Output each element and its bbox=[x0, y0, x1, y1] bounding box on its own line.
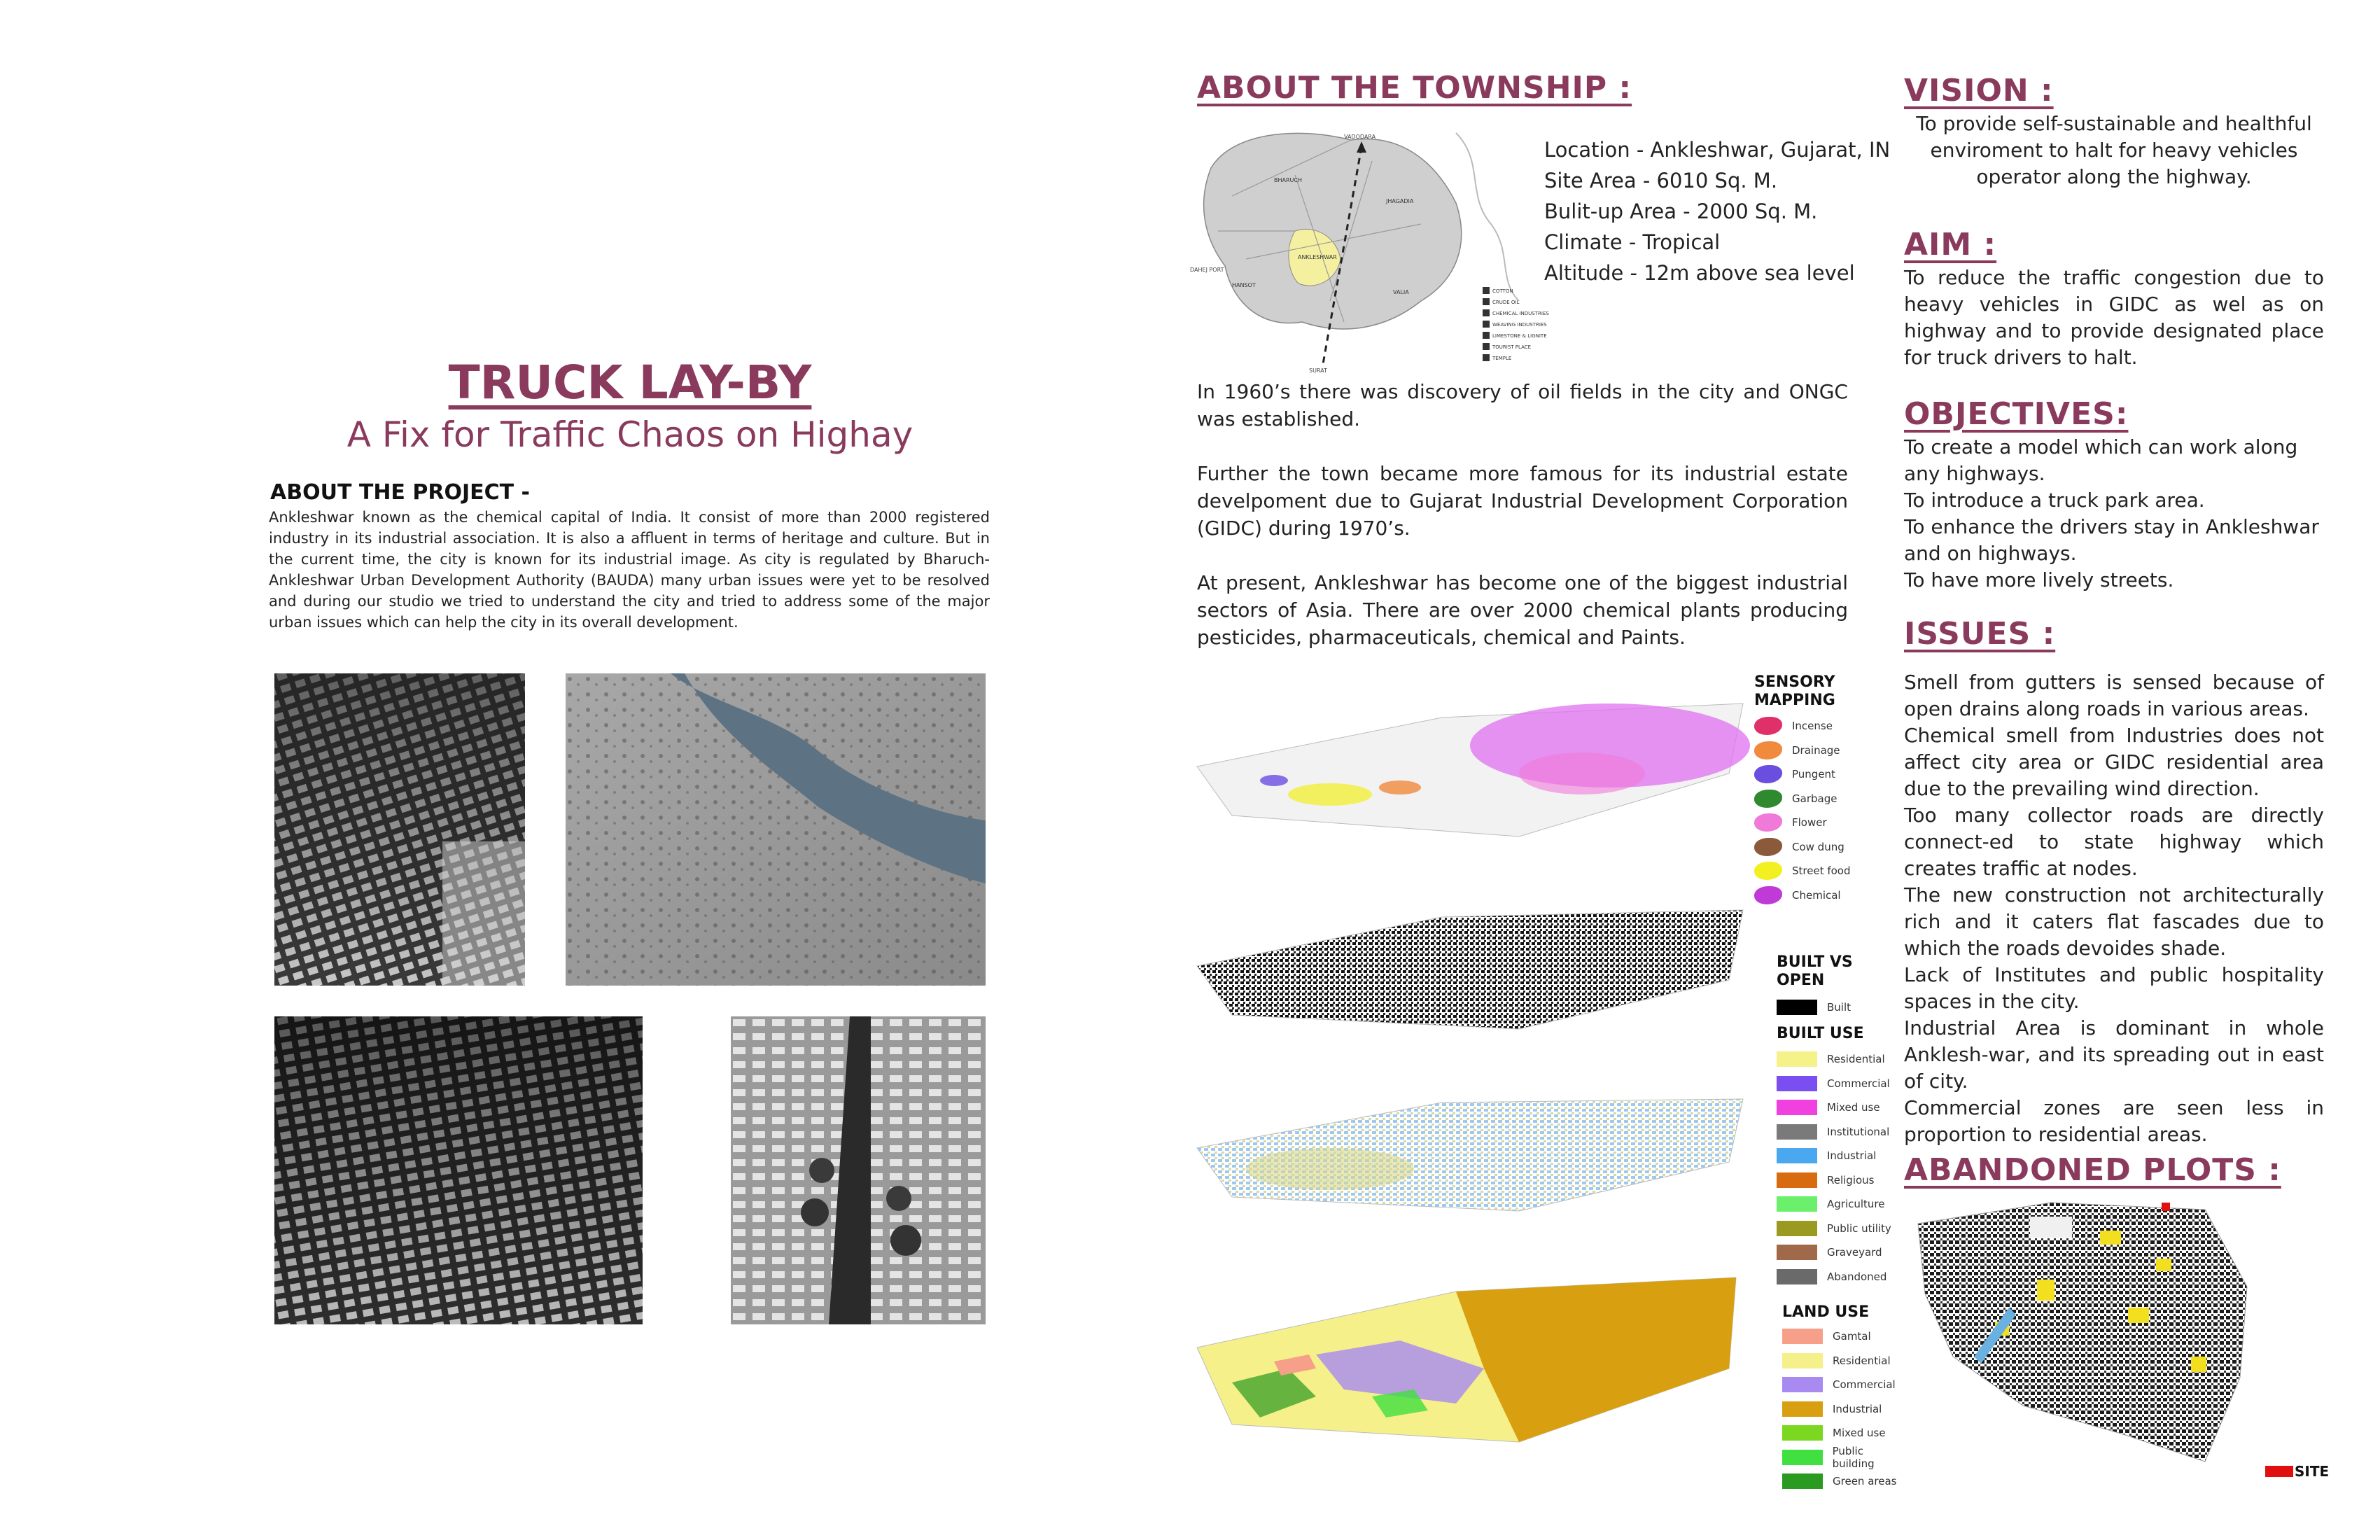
built-vs-open-layer bbox=[1190, 903, 1750, 1029]
issues-list bbox=[1904, 669, 2324, 1148]
history-paragraph-3: At present, Ankleshwar has become one of the biggest industrial sectors of Asia. There are over 2000 chemical plants producing pesticides, pharmaceuticals, chemical and Paints. bbox=[1197, 571, 1848, 649]
issue-item: The new construction not architecturally rich and it caters flat fascades due to which the roads devoides shade. bbox=[1904, 883, 2324, 960]
map-legend-6: TOURIST PLACE bbox=[1492, 344, 1532, 350]
abandoned-plots-heading: ABANDONED PLOTS : bbox=[1904, 1152, 2281, 1188]
legend-item: Industrial bbox=[1777, 1144, 1903, 1168]
issue-item: Commercial zones are seen less in proportion to residential areas. bbox=[1904, 1096, 2324, 1146]
map-legend-7: TEMPLE bbox=[1492, 356, 1512, 361]
legend-item: Street food bbox=[1754, 859, 1873, 883]
objective-item: To introduce a truck park area. bbox=[1904, 489, 2205, 512]
objective-item: To enhance the drivers stay in Ankleshwar and on highways. bbox=[1904, 515, 2319, 565]
issues-heading: ISSUES : bbox=[1904, 616, 2056, 652]
abandoned-plots-map bbox=[1911, 1203, 2261, 1469]
vision-heading: VISION : bbox=[1904, 73, 2054, 108]
legend-swatch bbox=[1777, 1245, 1817, 1260]
map-legend-3: CHEMICAL INDUSTRIES bbox=[1492, 311, 1549, 316]
map-legend-5: LIMESTONE & LIGNITE bbox=[1492, 333, 1547, 339]
issue-item: Lack of Institutes and public hospitality spaces in the city. bbox=[1904, 963, 2324, 1013]
aim-text: To reduce the traffic congestion due to heavy vehicles in GIDC as wel as on highway and to provide designated place for truck drivers to halt. bbox=[1904, 266, 2324, 369]
map-label-place4: VALIA bbox=[1393, 289, 1409, 295]
legend-swatch bbox=[1754, 838, 1782, 856]
land-use-layer bbox=[1190, 1278, 1750, 1446]
legend-item: Green areas bbox=[1782, 1469, 1908, 1494]
legend-swatch bbox=[1777, 1269, 1817, 1284]
legend-swatch bbox=[1777, 1172, 1817, 1188]
history-paragraph-1: In 1960’s there was discovery of oil fields in the city and ONGC was established. bbox=[1197, 380, 1848, 430]
model-photo-2 bbox=[566, 673, 986, 986]
map-legend-1: COTTON bbox=[1492, 288, 1513, 294]
legend-item: Industrial bbox=[1782, 1397, 1908, 1422]
map-label-place1: BHARUCH bbox=[1274, 177, 1302, 183]
legend-item: Graveyard bbox=[1777, 1240, 1903, 1265]
built-use-legend-title: BUILT USE bbox=[1777, 1025, 1864, 1042]
built-open-legend bbox=[1777, 953, 1903, 1020]
built-open-legend-title: BUILT VS OPEN bbox=[1777, 953, 1853, 989]
legend-item: Incense bbox=[1754, 714, 1873, 738]
legend-swatch bbox=[1777, 1196, 1817, 1212]
sensory-legend bbox=[1754, 673, 1873, 907]
legend-item: Commercial bbox=[1782, 1373, 1908, 1397]
legend-swatch bbox=[1777, 1051, 1817, 1067]
legend-item: Residential bbox=[1777, 1047, 1903, 1072]
project-subtitle: A Fix for Traffic Chaos on Highay bbox=[346, 414, 913, 455]
legend-swatch bbox=[1782, 1377, 1823, 1392]
site-legend-label: SITE bbox=[2295, 1463, 2330, 1480]
legend-swatch bbox=[1782, 1353, 1823, 1368]
vision-text: To provide self-sustainable and healthful enviroment to halt for heavy vehicles operator along the highway. bbox=[1916, 112, 2312, 188]
township-facts bbox=[1544, 134, 1890, 288]
about-project-heading: ABOUT THE PROJECT - bbox=[270, 480, 530, 505]
project-title: TRUCK LAY-BY bbox=[448, 356, 812, 410]
legend-item: Gamtal bbox=[1782, 1324, 1908, 1349]
sensory-mapping-layer bbox=[1190, 690, 1750, 836]
issue-item: Smell from gutters is sensed because of open drains along roads in various areas. bbox=[1904, 671, 2324, 720]
legend-item: Commercial bbox=[1777, 1072, 1903, 1096]
legend-item: Garbage bbox=[1754, 787, 1873, 811]
map-label-west: DAHEJ PORT bbox=[1190, 267, 1224, 273]
legend-swatch bbox=[1754, 813, 1782, 832]
about-project-text: Ankleshwar known as the chemical capital of India. It consist of more than 2000 registered industry in its industrial association. It is also a affluent in terms of heritage and culture. But in the current time, the city is known for its industrial image. As city is regulated by Bharuch-Ankleshwar Urban Development Authority (BAUDA) many urban issues were yet to be resolved and during our studio we tried to understand the city and tried to address some of the major urban issues which can help the city in its overall development. bbox=[269, 509, 990, 631]
land-use-legend bbox=[1782, 1303, 1908, 1494]
issue-item: Too many collector roads are directly connect-ed to state highway which creates traffic at nodes. bbox=[1904, 804, 2324, 880]
legend-swatch bbox=[1782, 1474, 1823, 1489]
legend-item: Abandoned bbox=[1777, 1265, 1903, 1289]
legend-swatch bbox=[1754, 717, 1782, 735]
history-paragraph-2: Further the town became more famous for its industrial estate develpoment due to Gujarat Industrial Development Corporation (GIDC) during 1970’s. bbox=[1197, 462, 1848, 540]
issue-item: Industrial Area is dominant in whole Anklesh-war, and its spreading out in east of city. bbox=[1904, 1016, 2324, 1093]
site-legend-swatch bbox=[2265, 1466, 2293, 1477]
built-use-legend bbox=[1777, 1025, 1903, 1289]
legend-swatch bbox=[1754, 886, 1782, 904]
fact-climate: Climate - Tropical bbox=[1544, 230, 1721, 254]
map-label-place3: HANSOT bbox=[1232, 282, 1256, 288]
issue-item: Chemical smell from Industries does not affect city area or GIDC residential area due to the prevailing wind direction. bbox=[1904, 724, 2324, 800]
fact-site-area: Site Area - 6010 Sq. M. bbox=[1544, 169, 1778, 192]
map-label-north: VADODARA bbox=[1344, 134, 1376, 140]
built-use-layer bbox=[1190, 1092, 1750, 1211]
legend-swatch bbox=[1782, 1329, 1823, 1344]
legend-swatch bbox=[1777, 1100, 1817, 1115]
objective-item: To create a model which can work along any highways. bbox=[1904, 435, 2298, 485]
objective-item: To have more lively streets. bbox=[1904, 568, 2174, 592]
legend-item: Religious bbox=[1777, 1168, 1903, 1193]
legend-swatch bbox=[1754, 741, 1782, 760]
township-history bbox=[1197, 378, 1848, 678]
legend-swatch bbox=[1754, 765, 1782, 783]
legend-swatch bbox=[1777, 1148, 1817, 1163]
sensory-legend-title: SENSORY MAPPING bbox=[1754, 673, 1835, 709]
legend-item: Residential bbox=[1782, 1349, 1908, 1373]
legend-swatch bbox=[1782, 1425, 1823, 1441]
legend-swatch bbox=[1782, 1450, 1823, 1465]
legend-item: Mixed use bbox=[1782, 1421, 1908, 1446]
region-map bbox=[1190, 119, 1549, 378]
map-legend-4: WEAVING INDUSTRIES bbox=[1492, 322, 1547, 328]
legend-swatch bbox=[1754, 790, 1782, 808]
legend-swatch bbox=[1782, 1401, 1823, 1417]
legend-swatch bbox=[1754, 862, 1782, 880]
map-label-place2: JHAGADIA bbox=[1386, 198, 1414, 204]
legend-item: Institutional bbox=[1777, 1120, 1903, 1144]
legend-item: Agriculture bbox=[1777, 1192, 1903, 1217]
legend-swatch bbox=[1777, 1124, 1817, 1140]
map-label-center: ANKLESHWAR bbox=[1298, 254, 1337, 260]
legend-swatch bbox=[1777, 1000, 1817, 1015]
model-photo-1 bbox=[274, 673, 525, 986]
legend-item: Cow dung bbox=[1754, 835, 1873, 860]
model-photo-4 bbox=[731, 1016, 986, 1324]
objectives-heading: OBJECTIVES: bbox=[1904, 396, 2129, 432]
legend-swatch bbox=[1777, 1221, 1817, 1236]
township-heading: ABOUT THE TOWNSHIP : bbox=[1197, 70, 1632, 106]
legend-item: Built bbox=[1777, 995, 1903, 1020]
model-photo-3 bbox=[274, 1016, 643, 1324]
legend-item: Flower bbox=[1754, 811, 1873, 835]
legend-item: Chemical bbox=[1754, 883, 1873, 908]
aim-heading: AIM : bbox=[1904, 227, 1997, 262]
legend-swatch bbox=[1777, 1076, 1817, 1091]
legend-item: Pungent bbox=[1754, 762, 1873, 787]
land-use-legend-title: LAND USE bbox=[1782, 1303, 1870, 1321]
fact-builtup-area: Bulit-up Area - 2000 Sq. M. bbox=[1544, 200, 1818, 223]
legend-item: Mixed use bbox=[1777, 1096, 1903, 1120]
legend-item: Drainage bbox=[1754, 738, 1873, 763]
fact-altitude: Altitude - 12m above sea level bbox=[1544, 261, 1855, 285]
legend-item: Public utility bbox=[1777, 1217, 1903, 1241]
map-legend-2: CRUDE OIL bbox=[1492, 300, 1520, 305]
map-label-south: SURAT bbox=[1309, 368, 1327, 374]
objectives-list bbox=[1904, 434, 2324, 594]
legend-item: Public building bbox=[1782, 1446, 1908, 1470]
fact-location: Location - Ankleshwar, Gujarat, IN bbox=[1544, 138, 1891, 162]
